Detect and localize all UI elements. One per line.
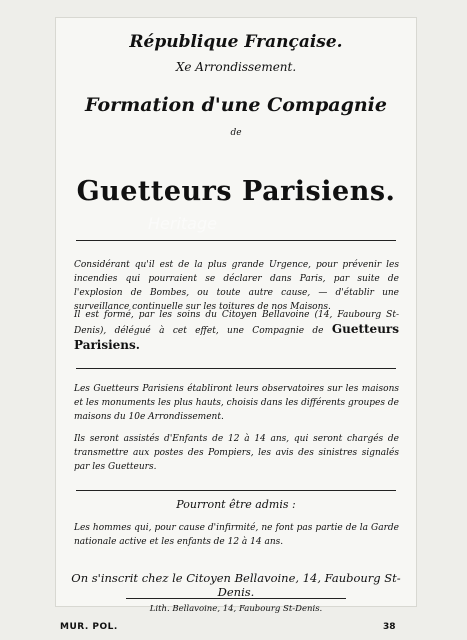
lithographer-line: Lith. Bellavoine, 14, Faubourg St-Denis. [149,604,323,614]
inline-company-name: Guetteurs Parisiens. [74,322,399,352]
paragraph-formation-text: Il est formé, par les soins du Citoyen Bellavoine (14, Faubourg St-Denis), délégué à cet effet, une Compagnie de [74,310,399,336]
de-word: de [230,128,242,138]
admis-heading: Pourront être admis : [176,498,296,511]
divider-middle [76,368,396,369]
republic-heading: République Française. [129,32,343,52]
formation-heading: Formation d'une Compagnie [85,94,387,116]
divider-lith [126,598,346,599]
inscription-line: On s'inscrit chez le Citoyen Bellavoine, 14, Faubourg St-Denis. [71,571,401,599]
paragraph-formation [74,308,399,354]
main-title: Guetteurs Parisiens. [76,176,396,207]
paragraph-observatoires: Les Guetteurs Parisiens établiront leurs observatoires sur les maisons et les monuments les plus hauts, choisis dans les différents groupes de maisons du 10e Arrondissement. [74,384,399,422]
archive-code: MUR. POL. [60,622,118,632]
paragraph-hommes: Les hommes qui, pour cause d'infirmité, ne font pas partie de la Garde nationale active et les enfants de 12 à 14 ans. [74,523,399,547]
poster-sheet [56,18,416,614]
paragraph-enfants: Ils seront assistés d'Enfants de 12 à 14 ans, qui seront chargés de transmettre aux postes des Pompiers, les avis des sinistres signalés par les Guetteurs. [74,434,399,472]
page-number: 38 [383,622,396,632]
divider-top [76,240,396,241]
arrondissement-heading: Xe Arrondissement. [175,60,297,74]
paragraph-considerant: Considérant qu'il est de la plus grande Urgence, pour prévenir les incendies qui pourraient se déclarer dans Paris, par suite de l'explosion de Bombes, ou toute autre cause, — d'établir une surveillance continuelle sur les toitures de nos Maisons. [74,260,399,312]
divider-admis [76,490,396,491]
watermark-logo: Heritage [148,214,217,233]
